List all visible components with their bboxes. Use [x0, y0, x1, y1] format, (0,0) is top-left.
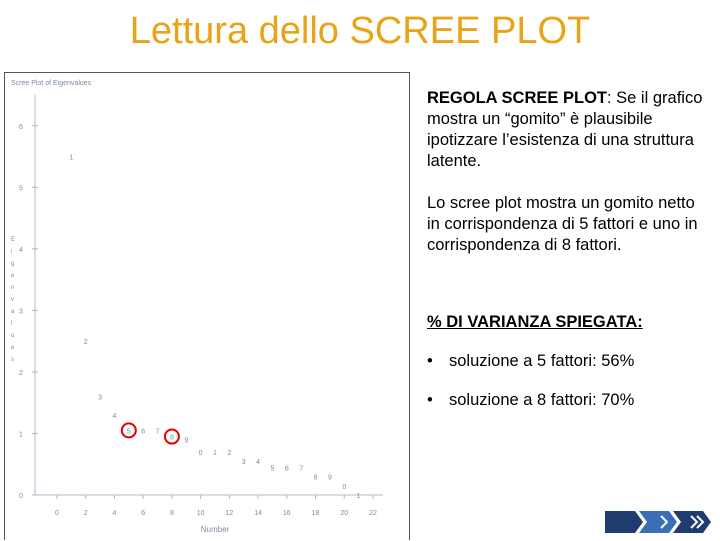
- data-point: 4: [256, 459, 261, 467]
- y-axis-label-letter: i: [11, 249, 13, 255]
- x-tick-label: 20: [340, 510, 349, 517]
- y-axis-label-letter: v: [11, 297, 14, 303]
- y-tick-label: 1: [19, 431, 23, 439]
- data-point: 3: [98, 394, 103, 402]
- data-point: 9: [327, 474, 332, 482]
- nav-back-icon[interactable]: [605, 511, 643, 533]
- data-point: 6: [141, 428, 146, 436]
- x-tick-label: 0: [55, 510, 59, 517]
- y-axis-label-letter: g: [11, 261, 15, 267]
- data-point: 5: [270, 465, 275, 473]
- data-point: 0: [198, 449, 203, 457]
- nav-forward-icon[interactable]: [639, 511, 677, 533]
- x-tick-label: 14: [254, 510, 262, 517]
- variance-item-5: • soluzione a 5 fattori: 56%: [427, 351, 712, 372]
- x-tick-label: 16: [282, 510, 291, 517]
- x-tick-label: 8: [169, 510, 174, 517]
- y-axis-label-letter: e: [11, 273, 15, 279]
- y-tick-label: 2: [19, 369, 23, 377]
- data-point: 0: [342, 483, 347, 491]
- y-axis-label-letter: n: [11, 285, 15, 291]
- variance-heading: % DI VARIANZA SPIEGATA:: [427, 313, 643, 331]
- y-axis-label-letter: E: [11, 237, 16, 243]
- page-title: Lettura dello SCREE PLOT: [129, 10, 591, 52]
- variance-list: [427, 351, 712, 411]
- data-point: 9: [184, 437, 189, 445]
- y-tick-label: 0: [19, 493, 23, 500]
- rule-body: : Se il grafico mostra un “gomito” è plausibile ipotizzare l’esistenza di una struttura latente.: [427, 89, 703, 170]
- y-axis-label-letter: s: [11, 357, 14, 363]
- x-axis-label: Number: [200, 525, 230, 534]
- y-axis-label-letter: a: [11, 309, 15, 315]
- x-tick-label: 4: [112, 510, 117, 517]
- slide-nav: [605, 511, 715, 533]
- x-tick-label: 2: [83, 510, 88, 517]
- data-point: 2: [83, 339, 88, 347]
- data-point: 4: [112, 413, 117, 420]
- y-tick-label: 6: [19, 123, 23, 131]
- data-point: 2: [227, 449, 232, 457]
- x-tick-label: 6: [141, 510, 146, 517]
- y-axis-label-letter: u: [11, 333, 15, 339]
- x-tick-label: 10: [196, 510, 205, 517]
- x-tick-label: 22: [369, 510, 377, 517]
- data-point: 5: [126, 428, 131, 436]
- nav-end-icon[interactable]: [673, 511, 711, 533]
- rule-paragraph: [427, 88, 712, 172]
- data-point: 6: [284, 465, 289, 473]
- data-point: 8: [313, 474, 318, 482]
- rule-heading: REGOLA SCREE PLOT: [427, 89, 607, 107]
- y-tick-label: 4: [19, 246, 23, 254]
- scree-plot-svg: [5, 73, 411, 541]
- x-tick-label: 18: [311, 510, 320, 517]
- scree-plot-image: [4, 72, 410, 540]
- data-point: 3: [241, 459, 246, 467]
- plot-header: Scree Plot of Eigenvalues: [11, 80, 92, 87]
- data-point: 1: [69, 154, 74, 162]
- x-tick-label: 12: [225, 510, 234, 517]
- data-point: 1: [356, 493, 361, 500]
- variance-item-8: • soluzione a 8 fattori: 70%: [427, 390, 712, 411]
- y-axis-label-letter: e: [11, 345, 15, 351]
- data-point: 7: [155, 428, 160, 436]
- elbow-paragraph: Lo scree plot mostra un gomito netto in corrispondenza di 5 fattori e uno in corrispondenza di 8 fattori.: [427, 194, 698, 254]
- data-point: 8: [169, 434, 174, 442]
- y-tick-label: 5: [19, 185, 23, 193]
- data-point: 1: [213, 449, 217, 457]
- y-axis-label-letter: l: [11, 321, 13, 327]
- data-point: 7: [299, 465, 304, 473]
- text-panel: [427, 88, 712, 429]
- y-tick-label: 3: [19, 308, 23, 316]
